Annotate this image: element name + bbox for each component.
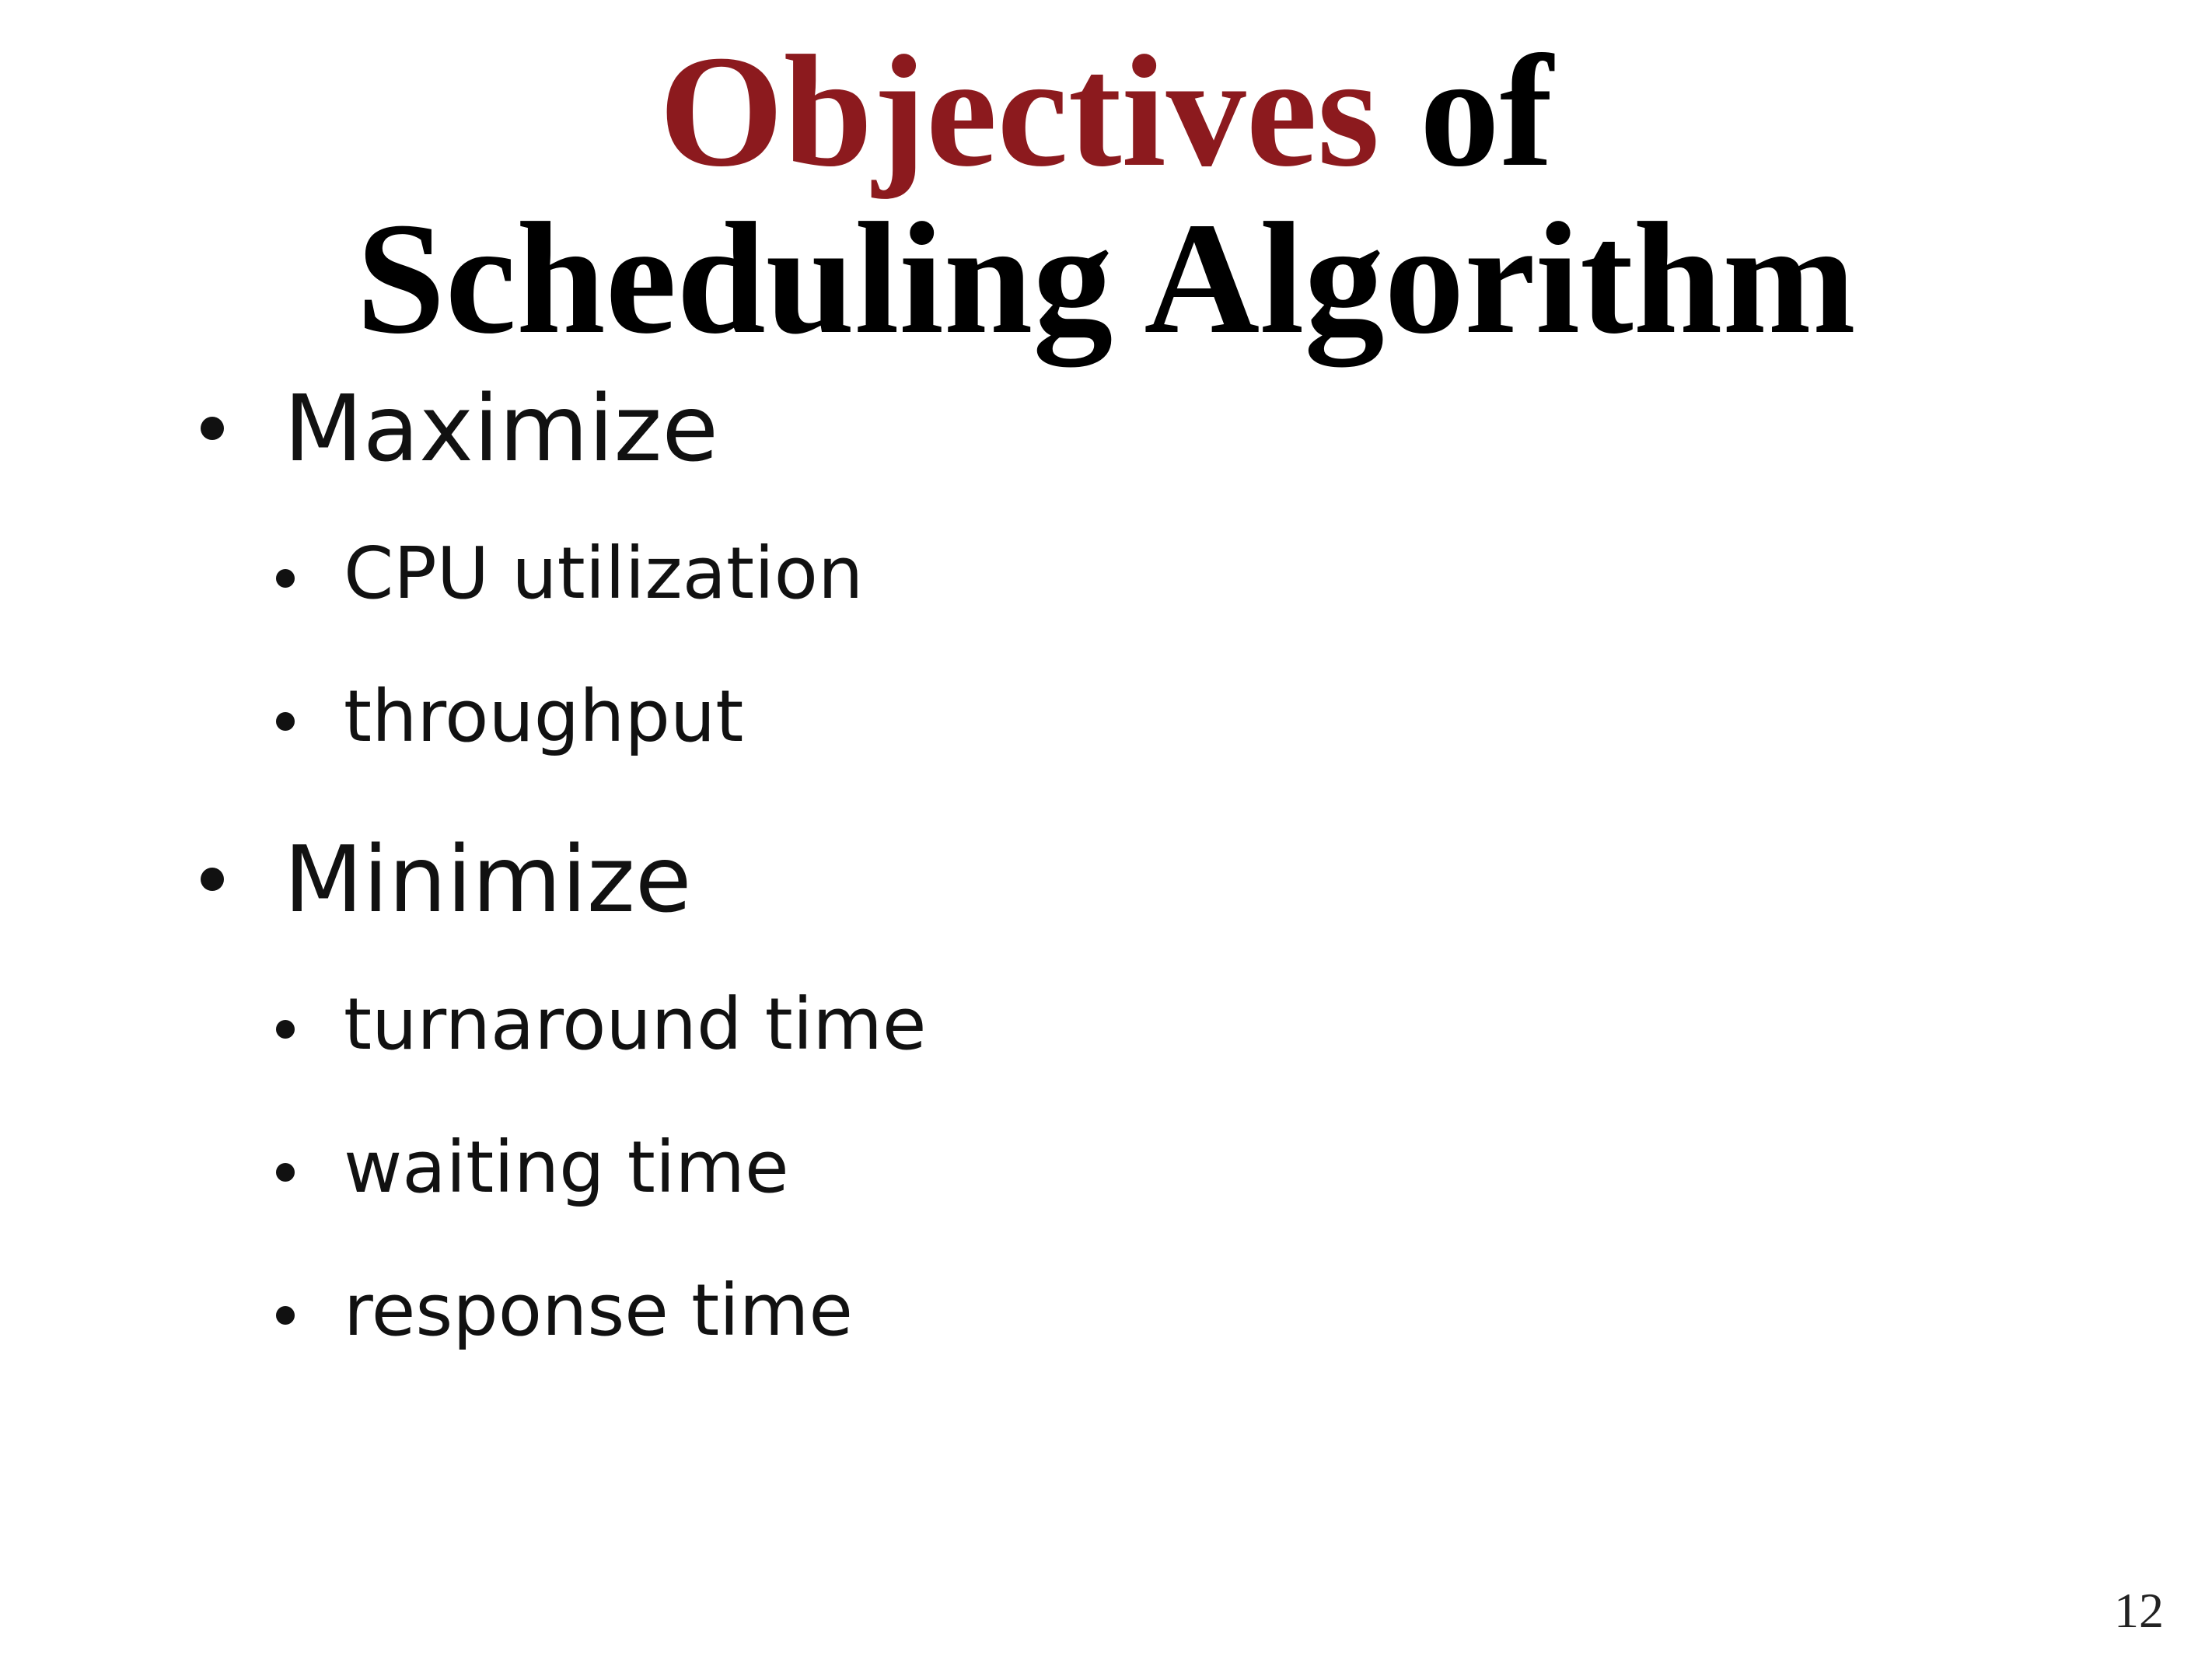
bullet-minimize: Minimize [284, 826, 692, 933]
title-accent-word: Objectives [659, 22, 1380, 200]
bullet-dot [276, 1306, 295, 1325]
page-number: 12 [2114, 1583, 2164, 1638]
bullet-dot [201, 868, 224, 891]
sub-bullet-turnaround-time: turnaround time [344, 983, 927, 1066]
slide-title-line-1 [0, 22, 2212, 200]
bullet-dot [276, 1163, 295, 1182]
title-line-1-rest: of [1379, 22, 1553, 200]
bullet-dot [201, 417, 224, 440]
bullet-maximize: Maximize [284, 375, 719, 482]
sub-bullet-cpu-utilization: CPU utilization [344, 532, 864, 615]
sub-bullet-response-time: response time [344, 1269, 853, 1352]
bullet-dot [276, 1020, 295, 1039]
bullet-dot [276, 569, 295, 588]
slide-title-line-2: Scheduling Algorithm [356, 189, 1856, 367]
sub-bullet-throughput: throughput [344, 675, 744, 758]
sub-bullet-waiting-time: waiting time [344, 1126, 789, 1209]
bullet-dot [276, 712, 295, 731]
